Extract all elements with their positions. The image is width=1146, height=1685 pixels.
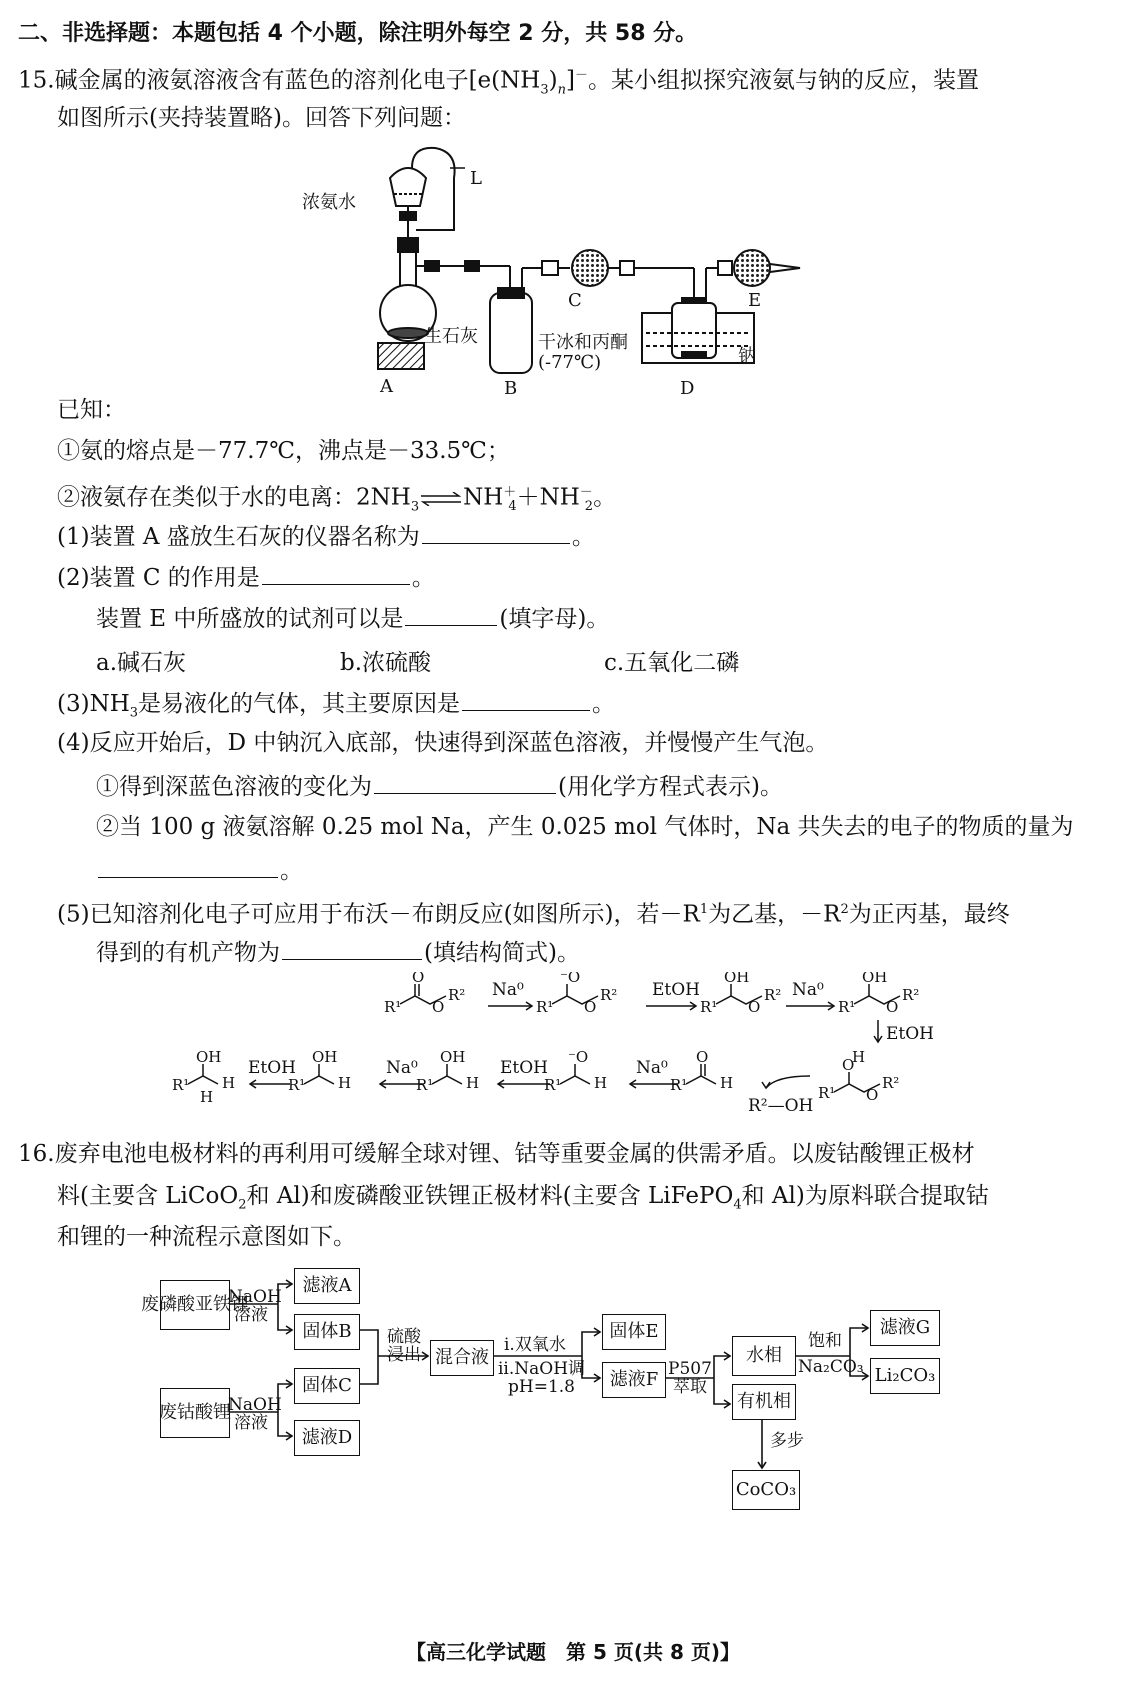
q15-p5e: (填结构简式)。 [424,940,580,966]
q16-line2: 料(主要含 LiCoO$_2$和 Al)和废磷酸亚铁锂正极材料(主要含 LiFePO$_4$和 Al)为原料联合提取钴 [57,1183,989,1213]
page-footer: 【高三化学试题 第 5 页(共 8 页)】 [406,1640,740,1664]
q16-line1 [18,1140,975,1168]
q15-p1a: (1)装置 A 盛放生石灰的仪器名称为 [57,524,420,550]
step-acid-leach: 硫酸浸出 [387,1327,421,1365]
known-2d: 。 [593,484,617,511]
svg-text:H: H [222,1074,236,1092]
svg-text:O: O [412,972,425,986]
svg-text:R²: R² [764,986,782,1004]
section-heading: 二、非选择题：本题包括 4 个小题，除注明外每空 2 分，共 58 分。 [18,21,698,46]
equilibrium-arrow [419,485,463,513]
q15-part4-1 [96,771,783,801]
svg-text:OH: OH [440,1048,466,1066]
box-li2co3: Li₂CO₃ [870,1358,940,1394]
q15-p5c: 为正丙基，最终 [848,901,1010,928]
box-organic-phase: 有机相 [732,1384,796,1420]
svg-text:H: H [852,1048,866,1066]
svg-text:R²: R² [600,986,618,1004]
label-B: B [504,378,518,399]
step-ph: pH=1.8 [508,1377,575,1397]
box-solid-c: 固体C [294,1368,360,1404]
svg-text:H: H [466,1074,480,1092]
reagent-etoh-1: EtOH [652,980,701,1000]
svg-text:R¹: R¹ [700,998,718,1016]
q15-p5d: 得到的有机产物为 [96,940,280,966]
q15-part4: (4)反应开始后，D 中钠沉入底部，快速得到深蓝色溶液，并慢慢产生气泡。 [57,730,829,756]
box-waste-lfp: 废磷酸亚铁锂 [160,1280,230,1330]
known-2b: NH [463,484,504,511]
svg-text:OH: OH [196,1048,222,1066]
svg-text:O: O [886,998,899,1016]
svg-text:H: H [594,1074,608,1092]
reagent-saturated: 饱和 [808,1331,842,1351]
svg-text:R¹: R¹ [818,1084,836,1102]
label-dryice: 干冰和丙酮 [538,332,628,353]
svg-text:R¹: R¹ [416,1076,434,1094]
q15-p4-1a: ①得到深蓝色溶液的变化为 [96,774,372,800]
answer-blank-2e[interactable] [405,603,497,626]
reagent-naoh-1: NaOH溶液 [228,1287,282,1325]
svg-text:R²: R² [882,1074,900,1092]
svg-text:OH: OH [862,972,888,986]
answer-blank-4-2[interactable] [98,855,278,878]
svg-text:O: O [432,998,445,1016]
q16-line3: 和锂的一种流程示意图如下。 [57,1224,356,1250]
step-multi: 多步 [770,1431,804,1451]
answer-blank-3[interactable] [462,688,590,711]
q15-p1b: 。 [571,524,595,550]
svg-text:R¹: R¹ [536,998,554,1016]
svg-text:R²: R² [448,986,466,1004]
q15-p2c-b: (填字母)。 [499,606,610,632]
box-filtrate-a: 滤液A [294,1268,360,1304]
svg-text:R¹: R¹ [384,998,402,1016]
byproduct-r2oh: R²—OH [748,1096,814,1116]
q15-p4-2end: 。 [280,858,303,884]
svg-text:O: O [748,998,761,1016]
svg-text:R¹: R¹ [172,1076,190,1094]
reagent-naoh-2: NaOH溶液 [228,1395,282,1433]
reagent-na0-1: Na⁰ [492,980,524,1000]
svg-text:O: O [696,1048,709,1066]
label-quicklime: 生石灰 [424,326,478,347]
q16-line2c: 和 Al)为原料联合提取钴 [741,1183,989,1209]
q15-p4-1b: (用化学方程式表示)。 [558,774,783,800]
q15-p5a: (5)已知溶剂化电子可应用于布沃－布朗反应(如图所示)，若－R [57,901,700,928]
q15-intro-line2: 如图所示(夹持装置略)。回答下列问题： [57,105,466,131]
box-solid-e: 固体E [602,1314,666,1350]
q15-part5: (5)已知溶剂化电子可应用于布沃－布朗反应(如图所示)，若$-R^1$为乙基，$-R^2$为正丙基，最终 [57,901,1010,928]
q15-p2c-a: 装置 E 中所盛放的试剂可以是 [96,606,404,632]
svg-text:H: H [720,1074,734,1092]
reagent-na2co3: Na₂CO₃ [798,1357,864,1377]
flowchart-arrows [160,1264,1010,1524]
box-aqueous-phase: 水相 [732,1336,796,1376]
svg-text:OH: OH [312,1048,338,1066]
q15-part4-2-answer [96,855,303,885]
label-A: A [380,376,393,397]
label-L: L [470,168,482,189]
known-title: 已知： [57,397,126,423]
label-temp: (-77℃) [538,352,602,373]
q15-p3a: (3)NH [57,691,130,717]
box-filtrate-f: 滤液F [602,1362,666,1398]
q15-intro-1a: 碱金属的液氨溶液含有蓝色的溶剂化电子[e(NH [54,67,541,94]
option-c[interactable]: c.五氧化二磷 [604,650,740,676]
q15-part5-answer [96,937,580,967]
svg-text:O: O [866,1086,879,1104]
answer-blank-2[interactable] [262,562,410,585]
q15-part4-2: ②当 100 g 液氨溶解 0.25 mol Na，产生 0.025 mol 气体时，Na 共失去的电子的物质的量为 [96,814,1074,840]
q15-p3c: 。 [592,691,616,717]
answer-blank-5[interactable] [282,937,422,960]
answer-blank-4-1[interactable] [374,771,556,794]
q15-part1 [57,521,595,551]
q15-intro-line1: 15.碱金属的液氨溶液含有蓝色的溶剂化电子$[e(NH_3)_n]^-$。某小组拟探究液氨与钠的反应，装置 [18,67,979,98]
answer-blank-1[interactable] [422,521,570,544]
q15-part2-e [96,603,609,633]
svg-text:R¹: R¹ [838,998,856,1016]
q15-number: 15. [18,67,55,94]
option-a[interactable]: a.碱石灰 [96,650,187,676]
q15-p2b: 。 [411,565,435,591]
step-p507-extraction: P507萃取 [668,1359,712,1397]
q16-line1-text: 废弃电池电极材料的再利用可缓解全球对锂、钴等重要金属的供需矛盾。以废钴酸锂正极材 [54,1141,975,1167]
reagent-na0-2: Na⁰ [792,980,824,1000]
known-2c: ＋NH [516,484,580,511]
svg-text:R¹: R¹ [288,1076,306,1094]
label-conc-ammonia: 浓氨水 [302,192,356,213]
svg-text:H: H [338,1074,352,1092]
svg-text:⁻O: ⁻O [568,1048,589,1066]
label-D: D [680,378,695,399]
known-2: ②液氨存在类似于水的电离：$2NH_3$ $NH^+_4+NH^-_2$。 [57,484,617,515]
svg-text:R¹: R¹ [670,1076,688,1094]
label-sodium: 钠 [738,346,756,367]
known-1: ①氨的熔点是－77.7℃，沸点是－33.5℃； [57,438,510,464]
svg-text:OH: OH [724,972,750,986]
reagent-etoh-3: EtOH [248,1058,297,1078]
svg-text:O: O [584,998,597,1016]
box-mixed-solution: 混合液 [430,1340,494,1376]
box-coco3: CoCO₃ [732,1470,800,1510]
q15-p2a: (2)装置 C 的作用是 [57,565,260,591]
q15-part2 [57,562,435,592]
q15-p5b: 为乙基，－R [708,901,841,928]
box-waste-lco: 废钴酸锂 [160,1388,230,1438]
box-filtrate-d: 滤液D [294,1420,360,1456]
step-i-h2o2: i.双氧水 [504,1335,566,1355]
step-ii-naoh: ii.NaOH调 [498,1359,586,1379]
q15-p3b: 是易液化的气体，其主要原因是 [138,691,461,717]
q15-part3: $(3)NH_3$是易液化的气体，其主要原因是 。 [57,688,615,728]
q16-number: 16. [18,1141,55,1167]
label-E: E [748,290,762,311]
svg-text:R¹: R¹ [544,1076,562,1094]
q15-intro-1c: ] [565,67,575,94]
reagent-etoh-2: EtOH [886,1024,935,1044]
process-flowchart [141,1264,1010,1524]
svg-text:H: H [200,1088,214,1106]
q15-intro-1d: 。某小组拟探究液氨与钠的反应，装置 [587,67,979,94]
option-b[interactable]: b.浓硫酸 [340,650,432,676]
svg-text:⁻O: ⁻O [560,972,581,986]
apparatus-figure [300,138,860,408]
q16-line2b: 和 Al)和废磷酸亚铁锂正极材料(主要含 LiFePO [246,1183,734,1209]
svg-text:O: O [842,1056,855,1074]
reagent-na0-3: Na⁰ [386,1058,418,1078]
q16-line2a: 料(主要含 LiCoO [57,1183,239,1209]
mechanism-drawing [170,972,1010,1114]
known-2a: ②液氨存在类似于水的电离：2NH [57,484,411,511]
box-filtrate-g: 滤液G [870,1310,940,1346]
label-C: C [568,290,582,311]
svg-text:R²: R² [902,986,920,1004]
q15-intro-1b: ) [548,67,558,94]
reagent-etoh-4: EtOH [500,1058,549,1078]
bouveault-blanc-scheme [170,972,1010,1114]
box-solid-b: 固体B [294,1314,360,1350]
reagent-na0-4: Na⁰ [636,1058,668,1078]
